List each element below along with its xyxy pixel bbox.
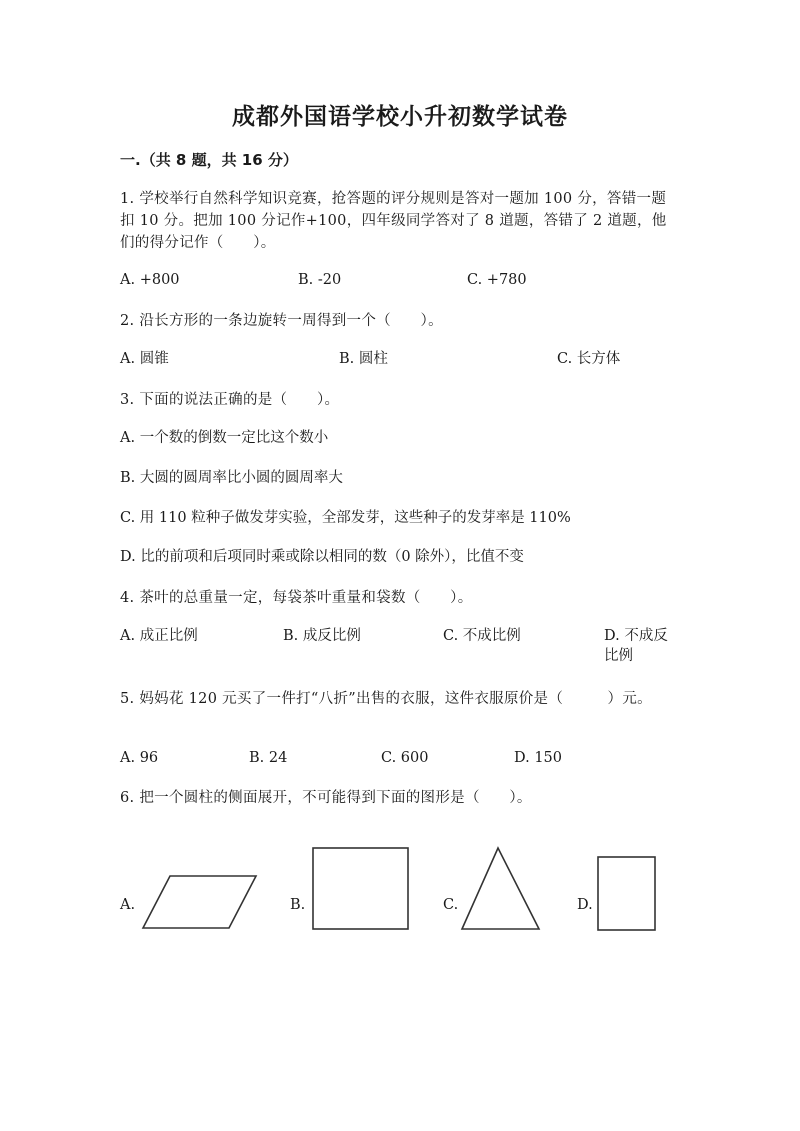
section-heading: 一.（共 8 题，共 16 分） — [120, 151, 298, 169]
question-3-option-d[interactable]: D. 比的前项和后项同时乘或除以相同的数（0 除外），比值不变 — [120, 549, 524, 565]
question-1-text: 1. 学校举行自然科学知识竞赛，抢答题的评分规则是答对一题加 100 分，答错一题扣 10 分。把加 100 分记作+100，四年级同学答对了 8 道题，答错了 2 道题，他们的得分记作（ ）。 — [120, 191, 667, 251]
question-4-option-d[interactable]: D. 不成反比例 — [604, 628, 668, 664]
question-2-text: 2. 沿长方形的一条边旋转一周得到一个（ ）。 — [120, 313, 443, 329]
question-2-option-a[interactable]: A. 圆锥 — [120, 351, 169, 367]
question-4-text: 4. 茶叶的总重量一定，每袋茶叶重量和袋数（ ）。 — [120, 590, 473, 606]
question-6-option-b[interactable]: B. — [290, 897, 306, 913]
question-6-option-a[interactable]: A. — [120, 897, 136, 913]
question-1-option-c[interactable]: C. +780 — [467, 272, 527, 288]
question-4-option-a[interactable]: A. 成正比例 — [120, 628, 198, 644]
question-2-option-b[interactable]: B. 圆柱 — [339, 351, 388, 367]
question-5-option-b[interactable]: B. 24 — [249, 750, 288, 766]
question-4-option-c[interactable]: C. 不成比例 — [443, 628, 521, 644]
triangle-figure — [462, 848, 539, 929]
question-5-text: 5. 妈妈花 120 元买了一件打“八折”出售的衣服，这件衣服原价是（ ）元。 — [120, 691, 652, 707]
question-6-option-d[interactable]: D. — [577, 897, 593, 913]
square-figure — [313, 848, 408, 929]
question-5-option-d[interactable]: D. 150 — [514, 750, 563, 766]
question-6-option-c[interactable]: C. — [443, 897, 459, 913]
parallelogram-figure — [143, 876, 256, 928]
question-6-text: 6. 把一个圆柱的侧面展开，不可能得到下面的图形是（ ）。 — [120, 790, 532, 806]
rectangle-figure — [598, 857, 655, 930]
question-3-option-c[interactable]: C. 用 110 粒种子做发芽实验，全部发芽，这些种子的发芽率是 110% — [120, 510, 571, 526]
question-1-option-a[interactable]: A. +800 — [120, 272, 180, 288]
question-3-text: 3. 下面的说法正确的是（ ）。 — [120, 392, 340, 408]
question-3-option-a[interactable]: A. 一个数的倒数一定比这个数小 — [120, 430, 329, 446]
question-5-option-a[interactable]: A. 96 — [120, 750, 159, 766]
question-1-option-b[interactable]: B. -20 — [298, 272, 342, 288]
question-4-option-b[interactable]: B. 成反比例 — [283, 628, 361, 644]
question-2-option-c[interactable]: C. 长方体 — [557, 351, 621, 367]
page-title: 成都外国语学校小升初数学试卷 — [232, 104, 568, 130]
question-5-option-c[interactable]: C. 600 — [381, 750, 429, 766]
question-3-option-b[interactable]: B. 大圆的圆周率比小圆的圆周率大 — [120, 470, 343, 486]
